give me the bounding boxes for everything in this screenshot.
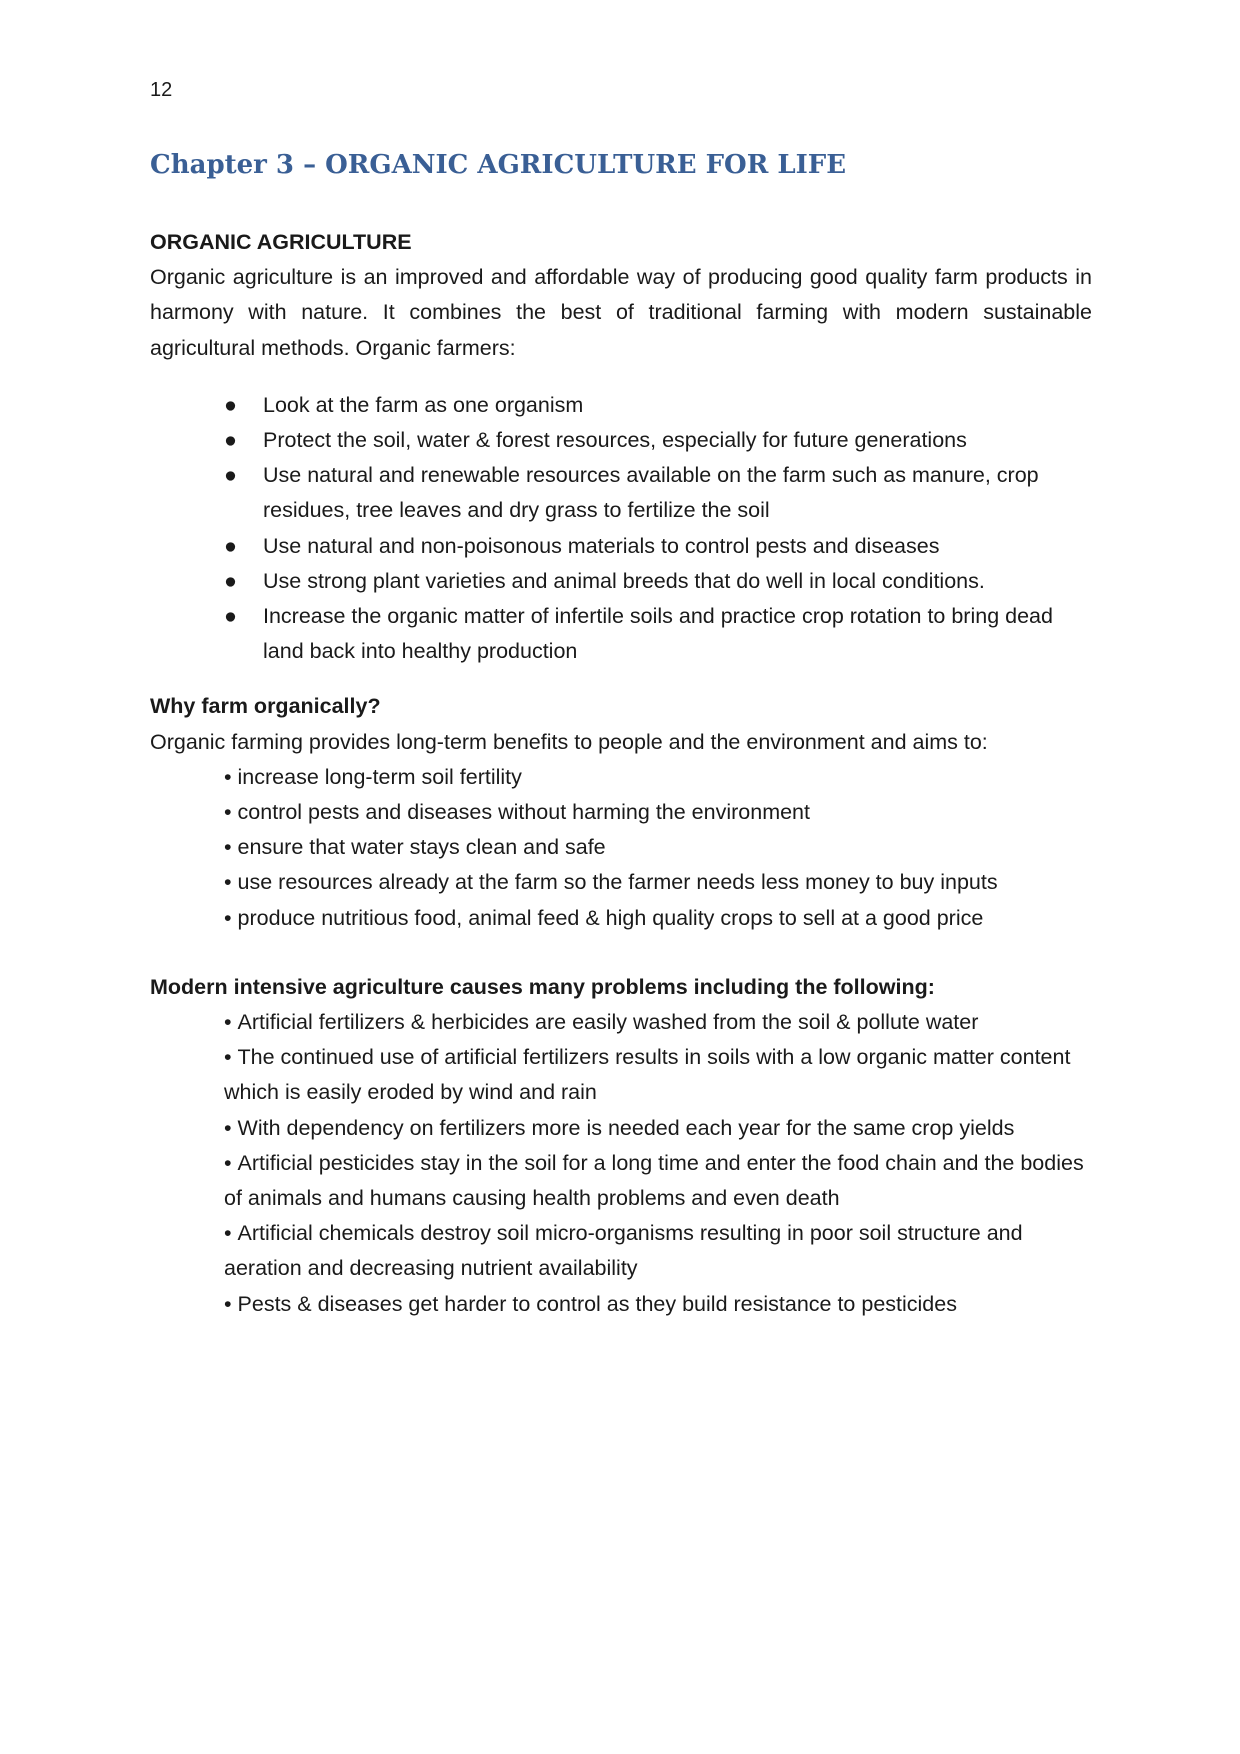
list-item bbox=[150, 760, 1092, 795]
bullet-icon: ● bbox=[224, 463, 237, 488]
bullet-icon: • bbox=[224, 800, 232, 825]
list-item-text: The continued use of artificial fertilizers results in soils with a low organic matter content which is easily eroded by wind and rain bbox=[224, 1045, 1071, 1105]
bullet-icon: • bbox=[224, 764, 232, 789]
list-item-text: Artificial chemicals destroy soil micro-organisms resulting in poor soil structure and aeration and decreasing nutrient availability bbox=[224, 1221, 1023, 1281]
list-item-text: Pests & diseases get harder to control as they build resistance to pesticides bbox=[237, 1291, 957, 1316]
list-item-text: control pests and diseases without harming the environment bbox=[237, 800, 810, 825]
list-item-text: Artificial pesticides stay in the soil for a long time and enter the food chain and the bodies of animals and humans causing health problems and even death bbox=[224, 1150, 1084, 1211]
organic-farmers-list bbox=[150, 388, 1092, 670]
section-heading-modern-agriculture-problems: Modern intensive agriculture causes many problems including the following: bbox=[150, 974, 935, 999]
list-item bbox=[150, 901, 1092, 936]
list-item bbox=[150, 1005, 1092, 1040]
list-item bbox=[150, 599, 1092, 669]
list-item bbox=[150, 458, 1092, 528]
bullet-icon: • bbox=[224, 1045, 232, 1070]
bullet-icon: • bbox=[224, 1010, 232, 1035]
list-item-text: Use natural and renewable resources available on the farm such as manure, crop residues, tree leaves and dry grass to fertilize the soil bbox=[263, 463, 1039, 523]
list-item-text: use resources already at the farm so the farmer needs less money to buy inputs bbox=[237, 870, 998, 895]
bullet-icon: ● bbox=[224, 392, 237, 417]
list-item bbox=[150, 423, 1092, 458]
bullet-icon: ● bbox=[224, 428, 237, 453]
list-item bbox=[150, 564, 1092, 599]
list-item-text: ensure that water stays clean and safe bbox=[237, 835, 606, 860]
list-item bbox=[150, 830, 1092, 865]
bullet-icon: • bbox=[224, 870, 232, 895]
section-intro-paragraph: Organic farming provides long-term benefits to people and the environment and aims to: bbox=[150, 729, 988, 754]
modern-agriculture-problems-list bbox=[150, 1005, 1092, 1322]
spacer bbox=[150, 669, 1092, 689]
list-item-text: increase long-term soil fertility bbox=[237, 764, 522, 789]
list-item-text: With dependency on fertilizers more is needed each year for the same crop yields bbox=[237, 1115, 1015, 1140]
list-item bbox=[150, 1040, 1092, 1110]
bullet-icon: • bbox=[224, 835, 232, 860]
bullet-icon: ● bbox=[224, 568, 237, 593]
bullet-icon: • bbox=[224, 1115, 232, 1140]
section-heading-organic-agriculture: ORGANIC AGRICULTURE bbox=[150, 230, 412, 254]
list-item bbox=[150, 1111, 1092, 1146]
bullet-icon: ● bbox=[224, 533, 237, 558]
list-item bbox=[150, 795, 1092, 830]
list-item bbox=[150, 529, 1092, 564]
page-content bbox=[150, 225, 1092, 1322]
spacer bbox=[150, 936, 1092, 970]
list-item-text: Protect the soil, water & forest resources, especially for future generations bbox=[263, 428, 967, 453]
organic-benefits-list bbox=[150, 760, 1092, 936]
bullet-icon: • bbox=[224, 1221, 232, 1246]
bullet-icon: • bbox=[224, 905, 232, 930]
section-intro-paragraph: Organic agriculture is an improved and affordable way of producing good quality farm products in harmony with nature. It combines the best of traditional farming with modern sustainable agricultural methods. Organic farmers: bbox=[150, 265, 1092, 360]
list-item bbox=[150, 1287, 1092, 1322]
bullet-icon: • bbox=[224, 1150, 232, 1175]
list-item-text: Look at the farm as one organism bbox=[263, 392, 584, 417]
chapter-title: Chapter 3 – ORGANIC AGRICULTURE FOR LIFE bbox=[150, 150, 847, 180]
list-item bbox=[150, 865, 1092, 900]
list-item-text: Use strong plant varieties and animal breeds that do well in local conditions. bbox=[263, 568, 985, 593]
list-item-text: produce nutritious food, animal feed & high quality crops to sell at a good price bbox=[237, 905, 984, 930]
list-item-text: Use natural and non-poisonous materials to control pests and diseases bbox=[263, 533, 940, 558]
list-item bbox=[150, 388, 1092, 423]
list-item bbox=[150, 1146, 1092, 1216]
list-item-text: Artificial fertilizers & herbicides are easily washed from the soil & pollute water bbox=[237, 1010, 979, 1035]
bullet-icon: ● bbox=[224, 604, 237, 629]
list-item bbox=[150, 1216, 1092, 1286]
bullet-icon: • bbox=[224, 1291, 232, 1316]
page-number: 12 bbox=[150, 79, 173, 101]
section-heading-why-farm-organically: Why farm organically? bbox=[150, 694, 381, 719]
list-item-text: Increase the organic matter of infertile soils and practice crop rotation to bring dead land back into healthy production bbox=[263, 604, 1053, 664]
